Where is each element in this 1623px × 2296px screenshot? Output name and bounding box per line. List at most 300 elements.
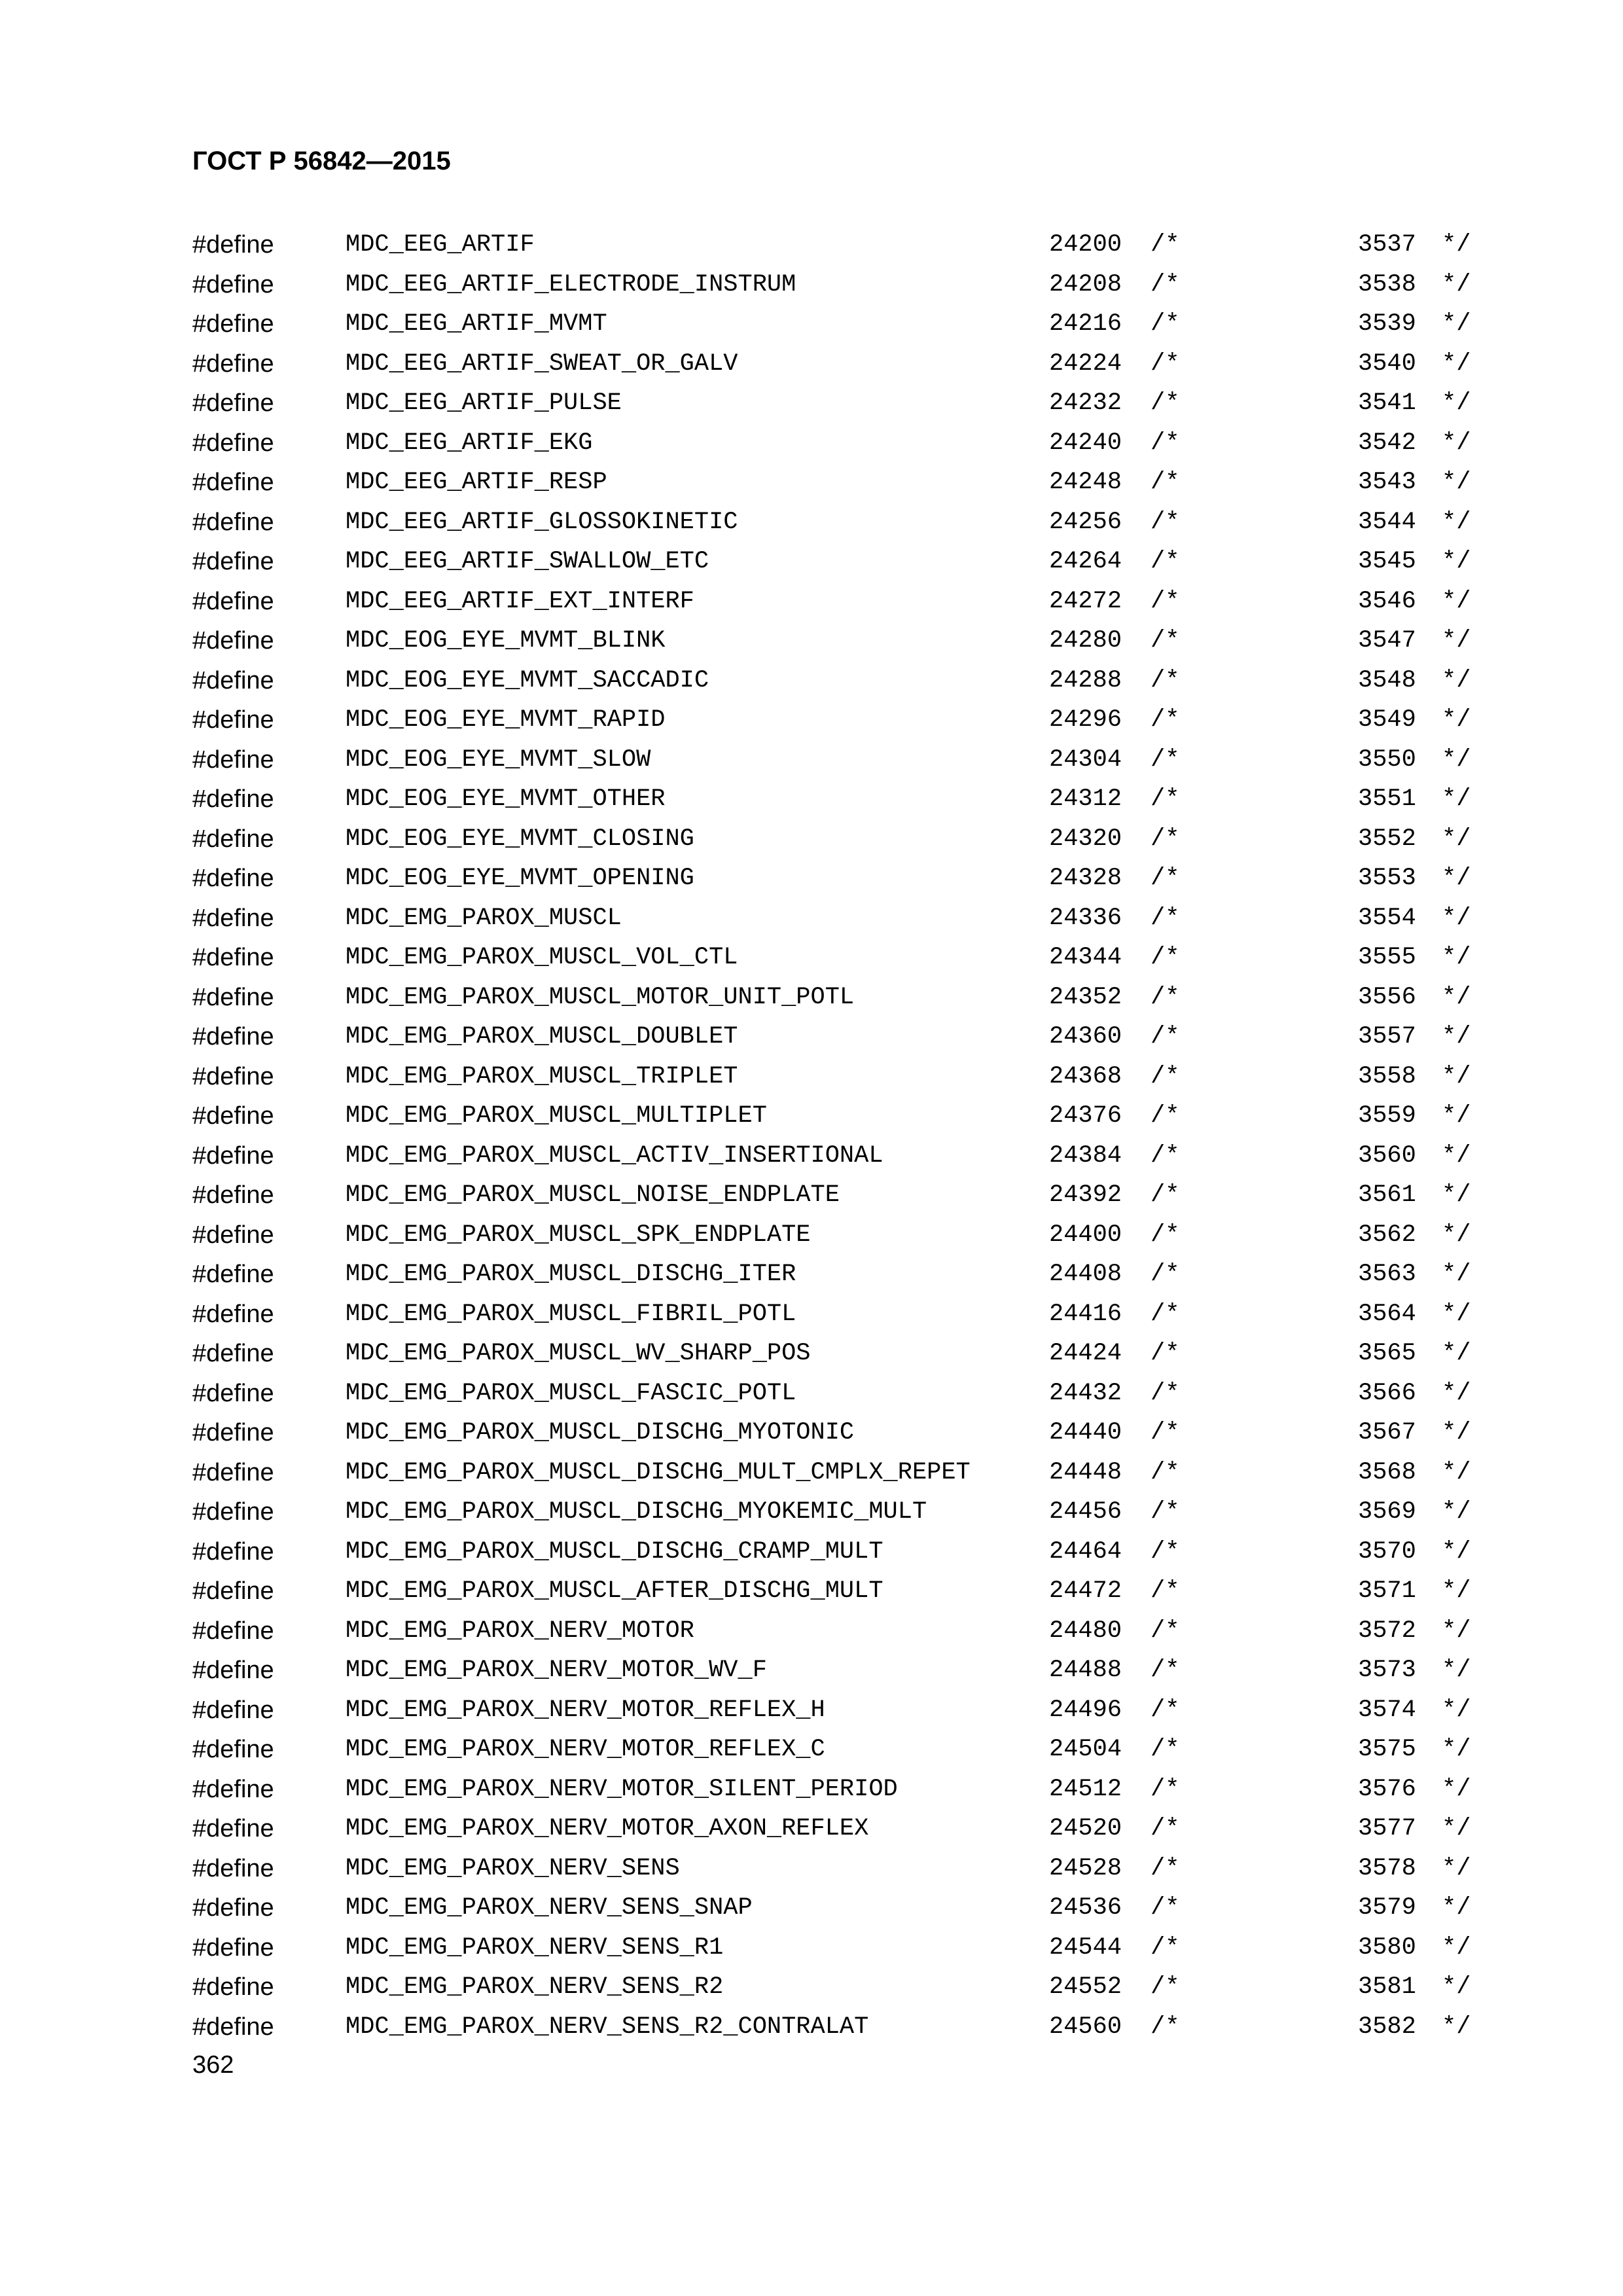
comment-open: /* xyxy=(1150,310,1180,338)
comment-ref: 3578 xyxy=(1358,1854,1416,1882)
macro-code: 24200 xyxy=(1049,231,1122,259)
comment-ref: 3573 xyxy=(1358,1657,1416,1684)
comment-ref: 3561 xyxy=(1358,1181,1416,1209)
define-row xyxy=(0,1339,1623,1379)
macro-name: MDC_EEG_ARTIF_PULSE xyxy=(346,389,622,417)
define-row xyxy=(0,1300,1623,1340)
macro-name: MDC_EMG_PAROX_NERV_MOTOR xyxy=(346,1617,694,1645)
comment-close: */ xyxy=(1442,469,1471,496)
macro-name: MDC_EMG_PAROX_MUSCL_SPK_ENDPLATE xyxy=(346,1221,811,1249)
macro-name: MDC_EMG_PAROX_NERV_MOTOR_REFLEX_H xyxy=(346,1696,825,1724)
define-row xyxy=(0,745,1623,785)
comment-ref: 3559 xyxy=(1358,1102,1416,1130)
comment-ref: 3540 xyxy=(1358,350,1416,378)
define-row xyxy=(0,825,1623,865)
comment-open: /* xyxy=(1150,904,1180,932)
comment-open: /* xyxy=(1150,1340,1180,1367)
comment-close: */ xyxy=(1442,1261,1471,1288)
macro-code: 24544 xyxy=(1049,1933,1122,1962)
macro-name: MDC_EMG_PAROX_MUSCL_MOTOR_UNIT_POTL xyxy=(346,983,855,1011)
define-list xyxy=(0,230,1623,2052)
comment-close: */ xyxy=(1442,1657,1471,1684)
macro-name: MDC_EMG_PAROX_MUSCL_ACTIV_INSERTIONAL xyxy=(346,1141,883,1170)
define-keyword: #define xyxy=(192,1062,274,1090)
comment-close: */ xyxy=(1442,1894,1471,1922)
macro-name: MDC_EMG_PAROX_MUSCL_DOUBLET xyxy=(346,1023,738,1050)
comment-ref: 3547 xyxy=(1358,627,1416,655)
macro-name: MDC_EOG_EYE_MVMT_BLINK xyxy=(346,627,666,655)
macro-name: MDC_EOG_EYE_MVMT_OTHER xyxy=(346,785,666,813)
comment-ref: 3569 xyxy=(1358,1498,1416,1526)
define-row xyxy=(0,1854,1623,1894)
comment-close: */ xyxy=(1442,944,1471,971)
macro-code: 24344 xyxy=(1049,944,1122,971)
macro-code: 24520 xyxy=(1049,1815,1122,1842)
macro-code: 24240 xyxy=(1049,429,1122,457)
comment-close: */ xyxy=(1442,1498,1471,1526)
comment-close: */ xyxy=(1442,1102,1471,1130)
comment-close: */ xyxy=(1442,627,1471,655)
macro-code: 24496 xyxy=(1049,1696,1122,1724)
comment-ref: 3574 xyxy=(1358,1696,1416,1724)
define-row xyxy=(0,350,1623,389)
define-keyword: #define xyxy=(192,1973,274,2001)
define-row xyxy=(0,389,1623,429)
macro-name: MDC_EMG_PAROX_MUSCL_DISCHG_MYOKEMIC_MULT xyxy=(346,1498,927,1526)
define-keyword: #define xyxy=(192,469,274,496)
macro-code: 24352 xyxy=(1049,983,1122,1011)
comment-ref: 3582 xyxy=(1358,2013,1416,2041)
define-keyword: #define xyxy=(192,904,274,932)
macro-code: 24312 xyxy=(1049,785,1122,813)
define-keyword: #define xyxy=(192,1379,274,1407)
define-row xyxy=(0,1141,1623,1181)
define-keyword: #define xyxy=(192,1419,274,1446)
comment-ref: 3579 xyxy=(1358,1894,1416,1922)
comment-ref: 3560 xyxy=(1358,1141,1416,1170)
comment-open: /* xyxy=(1150,1023,1180,1050)
macro-code: 24536 xyxy=(1049,1894,1122,1922)
comment-close: */ xyxy=(1442,310,1471,338)
comment-open: /* xyxy=(1150,469,1180,496)
comment-ref: 3543 xyxy=(1358,469,1416,496)
define-keyword: #define xyxy=(192,1261,274,1288)
comment-close: */ xyxy=(1442,1221,1471,1249)
comment-open: /* xyxy=(1150,1379,1180,1407)
comment-open: /* xyxy=(1150,1815,1180,1842)
comment-open: /* xyxy=(1150,350,1180,378)
macro-code: 24248 xyxy=(1049,469,1122,496)
comment-open: /* xyxy=(1150,865,1180,892)
comment-ref: 3545 xyxy=(1358,548,1416,575)
define-row xyxy=(0,310,1623,350)
comment-open: /* xyxy=(1150,508,1180,536)
comment-ref: 3541 xyxy=(1358,389,1416,417)
comment-close: */ xyxy=(1442,865,1471,892)
define-keyword: #define xyxy=(192,1340,274,1367)
macro-name: MDC_EMG_PAROX_MUSCL_DISCHG_MULT_CMPLX_REPET xyxy=(346,1458,971,1486)
comment-ref: 3550 xyxy=(1358,745,1416,774)
comment-open: /* xyxy=(1150,1933,1180,1962)
define-row xyxy=(0,1498,1623,1537)
macro-name: MDC_EMG_PAROX_MUSCL_TRIPLET xyxy=(346,1062,738,1090)
define-row xyxy=(0,1893,1623,1933)
macro-code: 24320 xyxy=(1049,825,1122,853)
define-keyword: #define xyxy=(192,310,274,338)
comment-ref: 3571 xyxy=(1358,1577,1416,1605)
comment-open: /* xyxy=(1150,429,1180,457)
define-keyword: #define xyxy=(192,1657,274,1684)
macro-name: MDC_EMG_PAROX_MUSCL_NOISE_ENDPLATE xyxy=(346,1181,840,1209)
comment-ref: 3562 xyxy=(1358,1221,1416,1249)
define-keyword: #define xyxy=(192,2013,274,2041)
comment-open: /* xyxy=(1150,944,1180,971)
comment-close: */ xyxy=(1442,1300,1471,1328)
define-row xyxy=(0,1933,1623,1973)
define-keyword: #define xyxy=(192,983,274,1011)
comment-ref: 3542 xyxy=(1358,429,1416,457)
define-row xyxy=(0,1735,1623,1775)
comment-ref: 3567 xyxy=(1358,1419,1416,1446)
macro-code: 24480 xyxy=(1049,1617,1122,1645)
comment-close: */ xyxy=(1442,983,1471,1011)
comment-open: /* xyxy=(1150,1300,1180,1328)
comment-close: */ xyxy=(1442,666,1471,694)
macro-name: MDC_EMG_PAROX_NERV_SENS_R2_CONTRALAT xyxy=(346,2013,869,2041)
comment-close: */ xyxy=(1442,429,1471,457)
comment-close: */ xyxy=(1442,1340,1471,1367)
define-keyword: #define xyxy=(192,745,274,774)
comment-open: /* xyxy=(1150,825,1180,853)
define-row xyxy=(0,1537,1623,1577)
define-keyword: #define xyxy=(192,389,274,417)
comment-ref: 3581 xyxy=(1358,1973,1416,2001)
comment-ref: 3566 xyxy=(1358,1379,1416,1407)
macro-name: MDC_EMG_PAROX_MUSCL_AFTER_DISCHG_MULT xyxy=(346,1577,883,1605)
define-keyword: #define xyxy=(192,1696,274,1724)
define-keyword: #define xyxy=(192,1300,274,1328)
define-keyword: #define xyxy=(192,1933,274,1962)
define-row xyxy=(0,1062,1623,1102)
comment-close: */ xyxy=(1442,1141,1471,1170)
comment-ref: 3537 xyxy=(1358,231,1416,259)
define-row xyxy=(0,1221,1623,1261)
comment-close: */ xyxy=(1442,1419,1471,1446)
comment-open: /* xyxy=(1150,1181,1180,1209)
comment-ref: 3552 xyxy=(1358,825,1416,853)
comment-close: */ xyxy=(1442,1617,1471,1645)
comment-close: */ xyxy=(1442,1736,1471,1763)
comment-ref: 3549 xyxy=(1358,706,1416,734)
comment-open: /* xyxy=(1150,706,1180,734)
comment-close: */ xyxy=(1442,1577,1471,1605)
macro-code: 24304 xyxy=(1049,745,1122,774)
define-row xyxy=(0,666,1623,706)
macro-code: 24448 xyxy=(1049,1458,1122,1486)
define-row xyxy=(0,2013,1623,2053)
define-row xyxy=(0,230,1623,270)
comment-close: */ xyxy=(1442,1775,1471,1803)
macro-code: 24272 xyxy=(1049,587,1122,615)
macro-name: MDC_EOG_EYE_MVMT_SACCADIC xyxy=(346,666,709,694)
comment-open: /* xyxy=(1150,1498,1180,1526)
define-keyword: #define xyxy=(192,1102,274,1130)
macro-code: 24288 xyxy=(1049,666,1122,694)
define-keyword: #define xyxy=(192,1181,274,1209)
macro-name: MDC_EMG_PAROX_MUSCL_DISCHG_CRAMP_MULT xyxy=(346,1537,883,1566)
macro-name: MDC_EEG_ARTIF_EXT_INTERF xyxy=(346,587,694,615)
comment-ref: 3554 xyxy=(1358,904,1416,932)
comment-open: /* xyxy=(1150,666,1180,694)
macro-name: MDC_EOG_EYE_MVMT_CLOSING xyxy=(346,825,694,853)
comment-close: */ xyxy=(1442,508,1471,536)
comment-ref: 3572 xyxy=(1358,1617,1416,1645)
comment-open: /* xyxy=(1150,389,1180,417)
macro-code: 24328 xyxy=(1049,865,1122,892)
define-keyword: #define xyxy=(192,1775,274,1803)
macro-code: 24416 xyxy=(1049,1300,1122,1328)
define-row xyxy=(0,1775,1623,1815)
comment-open: /* xyxy=(1150,1894,1180,1922)
macro-code: 24296 xyxy=(1049,706,1122,734)
comment-ref: 3570 xyxy=(1358,1537,1416,1566)
macro-name: MDC_EEG_ARTIF_SWEAT_OR_GALV xyxy=(346,350,738,378)
macro-code: 24208 xyxy=(1049,270,1122,298)
macro-name: MDC_EMG_PAROX_NERV_SENS xyxy=(346,1854,680,1882)
macro-code: 24392 xyxy=(1049,1181,1122,1209)
comment-close: */ xyxy=(1442,1458,1471,1486)
comment-open: /* xyxy=(1150,1102,1180,1130)
define-row xyxy=(0,587,1623,627)
page-number: 362 xyxy=(192,2051,234,2079)
macro-name: MDC_EMG_PAROX_MUSCL xyxy=(346,904,622,932)
macro-code: 24264 xyxy=(1049,548,1122,575)
comment-open: /* xyxy=(1150,1775,1180,1803)
comment-close: */ xyxy=(1442,270,1471,298)
comment-close: */ xyxy=(1442,1537,1471,1566)
define-row xyxy=(0,1814,1623,1854)
comment-open: /* xyxy=(1150,231,1180,259)
define-keyword: #define xyxy=(192,1537,274,1566)
define-keyword: #define xyxy=(192,350,274,378)
comment-ref: 3556 xyxy=(1358,983,1416,1011)
comment-open: /* xyxy=(1150,785,1180,813)
define-keyword: #define xyxy=(192,865,274,892)
define-keyword: #define xyxy=(192,1577,274,1605)
comment-close: */ xyxy=(1442,350,1471,378)
comment-close: */ xyxy=(1442,706,1471,734)
macro-code: 24376 xyxy=(1049,1102,1122,1130)
comment-open: /* xyxy=(1150,1736,1180,1763)
comment-open: /* xyxy=(1150,1696,1180,1724)
comment-open: /* xyxy=(1150,1537,1180,1566)
comment-ref: 3548 xyxy=(1358,666,1416,694)
comment-close: */ xyxy=(1442,1854,1471,1882)
comment-open: /* xyxy=(1150,2013,1180,2041)
macro-name: MDC_EMG_PAROX_MUSCL_WV_SHARP_POS xyxy=(346,1340,811,1367)
define-row xyxy=(0,983,1623,1023)
comment-close: */ xyxy=(1442,904,1471,932)
macro-name: MDC_EMG_PAROX_MUSCL_DISCHG_ITER xyxy=(346,1261,796,1288)
comment-close: */ xyxy=(1442,1181,1471,1209)
define-row xyxy=(0,1617,1623,1657)
comment-close: */ xyxy=(1442,745,1471,774)
define-keyword: #define xyxy=(192,429,274,457)
macro-name: MDC_EEG_ARTIF_GLOSSOKINETIC xyxy=(346,508,738,536)
define-keyword: #define xyxy=(192,785,274,813)
macro-code: 24528 xyxy=(1049,1854,1122,1882)
comment-close: */ xyxy=(1442,1379,1471,1407)
comment-close: */ xyxy=(1442,389,1471,417)
comment-open: /* xyxy=(1150,1854,1180,1882)
macro-code: 24224 xyxy=(1049,350,1122,378)
comment-close: */ xyxy=(1442,587,1471,615)
comment-ref: 3576 xyxy=(1358,1775,1416,1803)
macro-name: MDC_EMG_PAROX_MUSCL_VOL_CTL xyxy=(346,944,738,971)
comment-ref: 3565 xyxy=(1358,1340,1416,1367)
define-keyword: #define xyxy=(192,1023,274,1050)
comment-ref: 3568 xyxy=(1358,1458,1416,1486)
macro-code: 24512 xyxy=(1049,1775,1122,1803)
define-row xyxy=(0,1379,1623,1419)
macro-code: 24360 xyxy=(1049,1023,1122,1050)
comment-close: */ xyxy=(1442,1933,1471,1962)
comment-close: */ xyxy=(1442,1696,1471,1724)
define-keyword: #define xyxy=(192,666,274,694)
comment-close: */ xyxy=(1442,1023,1471,1050)
comment-close: */ xyxy=(1442,548,1471,575)
define-keyword: #define xyxy=(192,1221,274,1249)
comment-close: */ xyxy=(1442,1062,1471,1090)
comment-ref: 3563 xyxy=(1358,1261,1416,1288)
comment-open: /* xyxy=(1150,270,1180,298)
macro-name: MDC_EMG_PAROX_NERV_MOTOR_REFLEX_C xyxy=(346,1736,825,1763)
comment-close: */ xyxy=(1442,231,1471,259)
comment-open: /* xyxy=(1150,1973,1180,2001)
macro-name: MDC_EMG_PAROX_MUSCL_DISCHG_MYOTONIC xyxy=(346,1419,855,1446)
comment-ref: 3538 xyxy=(1358,270,1416,298)
define-row xyxy=(0,547,1623,587)
define-row xyxy=(0,508,1623,548)
define-row xyxy=(0,1458,1623,1498)
macro-code: 24432 xyxy=(1049,1379,1122,1407)
define-row xyxy=(0,1260,1623,1300)
define-keyword: #define xyxy=(192,1458,274,1486)
macro-code: 24336 xyxy=(1049,904,1122,932)
define-keyword: #define xyxy=(192,1894,274,1922)
define-row xyxy=(0,864,1623,904)
comment-close: */ xyxy=(1442,825,1471,853)
define-keyword: #define xyxy=(192,1736,274,1763)
comment-ref: 3539 xyxy=(1358,310,1416,338)
macro-name: MDC_EMG_PAROX_NERV_SENS_R2 xyxy=(346,1973,724,2001)
macro-code: 24560 xyxy=(1049,2013,1122,2041)
macro-code: 24456 xyxy=(1049,1498,1122,1526)
comment-close: */ xyxy=(1442,1815,1471,1842)
define-keyword: #define xyxy=(192,706,274,734)
macro-name: MDC_EMG_PAROX_NERV_MOTOR_WV_F xyxy=(346,1657,767,1684)
define-row xyxy=(0,1181,1623,1221)
define-row xyxy=(0,1973,1623,2013)
define-keyword: #define xyxy=(192,1815,274,1842)
comment-open: /* xyxy=(1150,627,1180,655)
macro-code: 24472 xyxy=(1049,1577,1122,1605)
macro-name: MDC_EEG_ARTIF_SWALLOW_ETC xyxy=(346,548,709,575)
macro-code: 24424 xyxy=(1049,1340,1122,1367)
macro-name: MDC_EOG_EYE_MVMT_RAPID xyxy=(346,706,666,734)
define-row xyxy=(0,904,1623,944)
define-keyword: #define xyxy=(192,825,274,853)
comment-ref: 3558 xyxy=(1358,1062,1416,1090)
define-row xyxy=(0,1656,1623,1696)
macro-code: 24384 xyxy=(1049,1141,1122,1170)
comment-open: /* xyxy=(1150,1617,1180,1645)
define-row xyxy=(0,943,1623,983)
macro-name: MDC_EEG_ARTIF_EKG xyxy=(346,429,593,457)
define-row xyxy=(0,706,1623,745)
document-header: ГОСТ Р 56842—2015 xyxy=(192,147,451,175)
macro-name: MDC_EMG_PAROX_MUSCL_FASCIC_POTL xyxy=(346,1379,796,1407)
comment-open: /* xyxy=(1150,587,1180,615)
comment-ref: 3557 xyxy=(1358,1023,1416,1050)
comment-ref: 3553 xyxy=(1358,865,1416,892)
comment-close: */ xyxy=(1442,785,1471,813)
macro-code: 24504 xyxy=(1049,1736,1122,1763)
comment-open: /* xyxy=(1150,1261,1180,1288)
comment-open: /* xyxy=(1150,548,1180,575)
define-keyword: #define xyxy=(192,1617,274,1645)
define-keyword: #define xyxy=(192,1141,274,1170)
define-row xyxy=(0,429,1623,469)
macro-code: 24408 xyxy=(1049,1261,1122,1288)
macro-code: 24552 xyxy=(1049,1973,1122,2001)
comment-ref: 3544 xyxy=(1358,508,1416,536)
define-row xyxy=(0,1696,1623,1736)
define-row xyxy=(0,1418,1623,1458)
comment-ref: 3551 xyxy=(1358,785,1416,813)
define-row xyxy=(0,785,1623,825)
macro-name: MDC_EMG_PAROX_NERV_SENS_SNAP xyxy=(346,1894,753,1922)
macro-name: MDC_EOG_EYE_MVMT_SLOW xyxy=(346,745,651,774)
define-keyword: #define xyxy=(192,508,274,536)
macro-name: MDC_EMG_PAROX_NERV_SENS_R1 xyxy=(346,1933,724,1962)
define-row xyxy=(0,1577,1623,1617)
macro-name: MDC_EMG_PAROX_MUSCL_FIBRIL_POTL xyxy=(346,1300,796,1328)
macro-code: 24368 xyxy=(1049,1062,1122,1090)
comment-ref: 3575 xyxy=(1358,1736,1416,1763)
comment-close: */ xyxy=(1442,1973,1471,2001)
macro-code: 24280 xyxy=(1049,627,1122,655)
macro-name: MDC_EMG_PAROX_NERV_MOTOR_SILENT_PERIOD xyxy=(346,1775,898,1803)
comment-ref: 3546 xyxy=(1358,587,1416,615)
define-keyword: #define xyxy=(192,627,274,655)
define-row xyxy=(0,270,1623,310)
define-keyword: #define xyxy=(192,1854,274,1882)
comment-open: /* xyxy=(1150,1419,1180,1446)
define-row xyxy=(0,1102,1623,1141)
comment-open: /* xyxy=(1150,1141,1180,1170)
define-row xyxy=(0,468,1623,508)
comment-open: /* xyxy=(1150,983,1180,1011)
comment-open: /* xyxy=(1150,1062,1180,1090)
define-keyword: #define xyxy=(192,270,274,298)
define-keyword: #define xyxy=(192,1498,274,1526)
comment-open: /* xyxy=(1150,1458,1180,1486)
macro-code: 24232 xyxy=(1049,389,1122,417)
macro-name: MDC_EMG_PAROX_NERV_MOTOR_AXON_REFLEX xyxy=(346,1815,869,1842)
macro-code: 24464 xyxy=(1049,1537,1122,1566)
macro-name: MDC_EEG_ARTIF xyxy=(346,231,535,259)
